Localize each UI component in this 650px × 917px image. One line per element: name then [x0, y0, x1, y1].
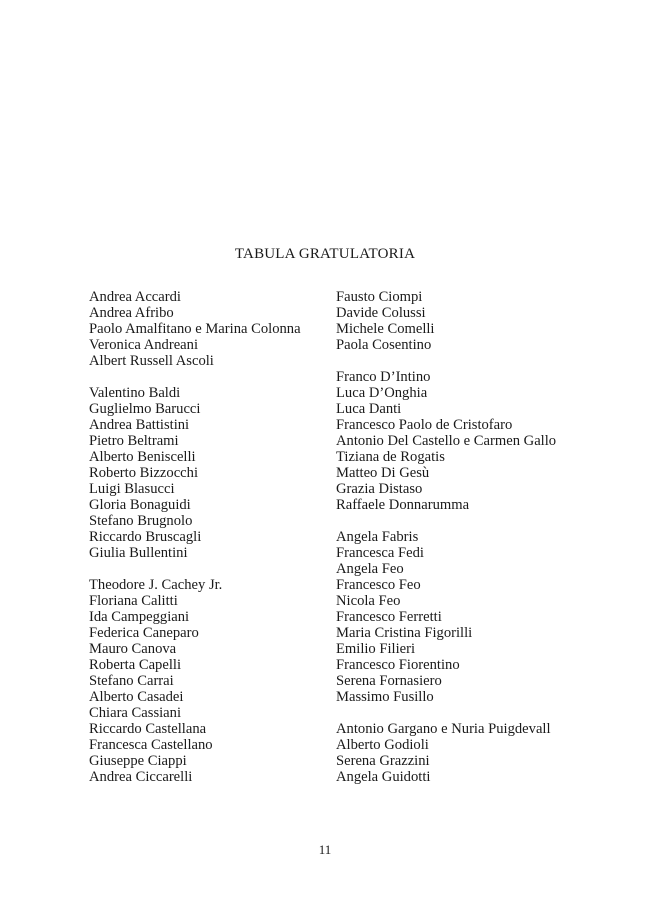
name-group	[336, 529, 636, 705]
name-entry: Alberto Casadei	[89, 689, 184, 705]
name-group	[89, 289, 329, 369]
name-entry: Michele Comelli	[336, 321, 435, 337]
name-entry: Andrea Accardi	[89, 289, 181, 305]
name-entry: Stefano Brugnolo	[89, 513, 193, 529]
name-entry: Grazia Distaso	[336, 481, 423, 497]
name-entry: Angela Feo	[336, 561, 404, 577]
name-entry: Matteo Di Gesù	[336, 465, 430, 481]
name-entry: Chiara Cassiani	[89, 705, 182, 721]
name-entry: Luigi Blasucci	[89, 481, 175, 497]
name-entry: Raffaele Donnarumma	[336, 497, 470, 513]
name-entry: Mauro Canova	[89, 641, 177, 657]
name-entry: Francesco Ferretti	[336, 609, 442, 625]
name-entry: Alberto Godioli	[336, 737, 429, 753]
name-entry: Maria Cristina Figorilli	[336, 625, 473, 641]
name-group	[336, 721, 636, 785]
name-entry: Roberta Capelli	[89, 657, 181, 673]
name-entry: Francesca Castellano	[89, 737, 213, 753]
name-entry: Serena Grazzini	[336, 753, 430, 769]
name-entry: Serena Fornasiero	[336, 673, 442, 689]
name-entry: Francesca Fedi	[336, 545, 424, 561]
name-group	[336, 369, 636, 513]
name-entry: Luca D’Onghia	[336, 385, 428, 401]
page-title: TABULA GRATULATORIA	[234, 246, 416, 262]
name-entry: Angela Guidotti	[336, 769, 431, 785]
name-entry: Francesco Paolo de Cristofaro	[336, 417, 513, 433]
name-entry: Ida Campeggiani	[89, 609, 190, 625]
page-number: 11	[318, 842, 332, 857]
name-entry: Riccardo Castellana	[89, 721, 207, 737]
name-entry: Giuseppe Ciappi	[89, 753, 187, 769]
name-entry: Davide Colussi	[336, 305, 426, 321]
name-entry: Giulia Bullentini	[89, 545, 188, 561]
name-group	[89, 385, 329, 561]
name-entry: Guglielmo Barucci	[89, 401, 201, 417]
name-entry: Angela Fabris	[336, 529, 419, 545]
names-column-left	[89, 289, 329, 801]
name-entry: Andrea Ciccarelli	[89, 769, 193, 785]
name-entry: Antonio Gargano e Nuria Puigdevall	[336, 721, 551, 737]
name-entry: Floriana Calitti	[89, 593, 178, 609]
name-entry: Albert Russell Ascoli	[89, 353, 214, 369]
name-group	[89, 577, 329, 785]
name-entry: Franco D’Intino	[336, 369, 431, 385]
name-entry: Nicola Feo	[336, 593, 401, 609]
name-entry: Riccardo Bruscagli	[89, 529, 202, 545]
name-entry: Tiziana de Rogatis	[336, 449, 445, 465]
name-entry: Antonio Del Castello e Carmen Gallo	[336, 433, 557, 449]
name-entry: Francesco Feo	[336, 577, 421, 593]
name-entry: Massimo Fusillo	[336, 689, 434, 705]
name-entry: Roberto Bizzocchi	[89, 465, 199, 481]
name-entry: Veronica Andreani	[89, 337, 199, 353]
name-entry: Andrea Battistini	[89, 417, 190, 433]
name-entry: Pietro Beltrami	[89, 433, 179, 449]
name-entry: Gloria Bonaguidi	[89, 497, 191, 513]
name-entry: Andrea Afribo	[89, 305, 174, 321]
name-group	[336, 289, 636, 353]
name-entry: Paolo Amalfitano e Marina Colonna	[89, 321, 301, 337]
name-entry: Stefano Carrai	[89, 673, 174, 689]
name-entry: Fausto Ciompi	[336, 289, 423, 305]
name-entry: Alberto Beniscelli	[89, 449, 196, 465]
name-entry: Theodore J. Cachey Jr.	[89, 577, 223, 593]
name-entry: Luca Danti	[336, 401, 402, 417]
name-entry: Federica Caneparo	[89, 625, 199, 641]
name-entry: Paola Cosentino	[336, 337, 432, 353]
name-entry: Francesco Fiorentino	[336, 657, 460, 673]
names-column-right	[336, 289, 636, 801]
name-entry: Emilio Filieri	[336, 641, 416, 657]
name-entry: Valentino Baldi	[89, 385, 181, 401]
